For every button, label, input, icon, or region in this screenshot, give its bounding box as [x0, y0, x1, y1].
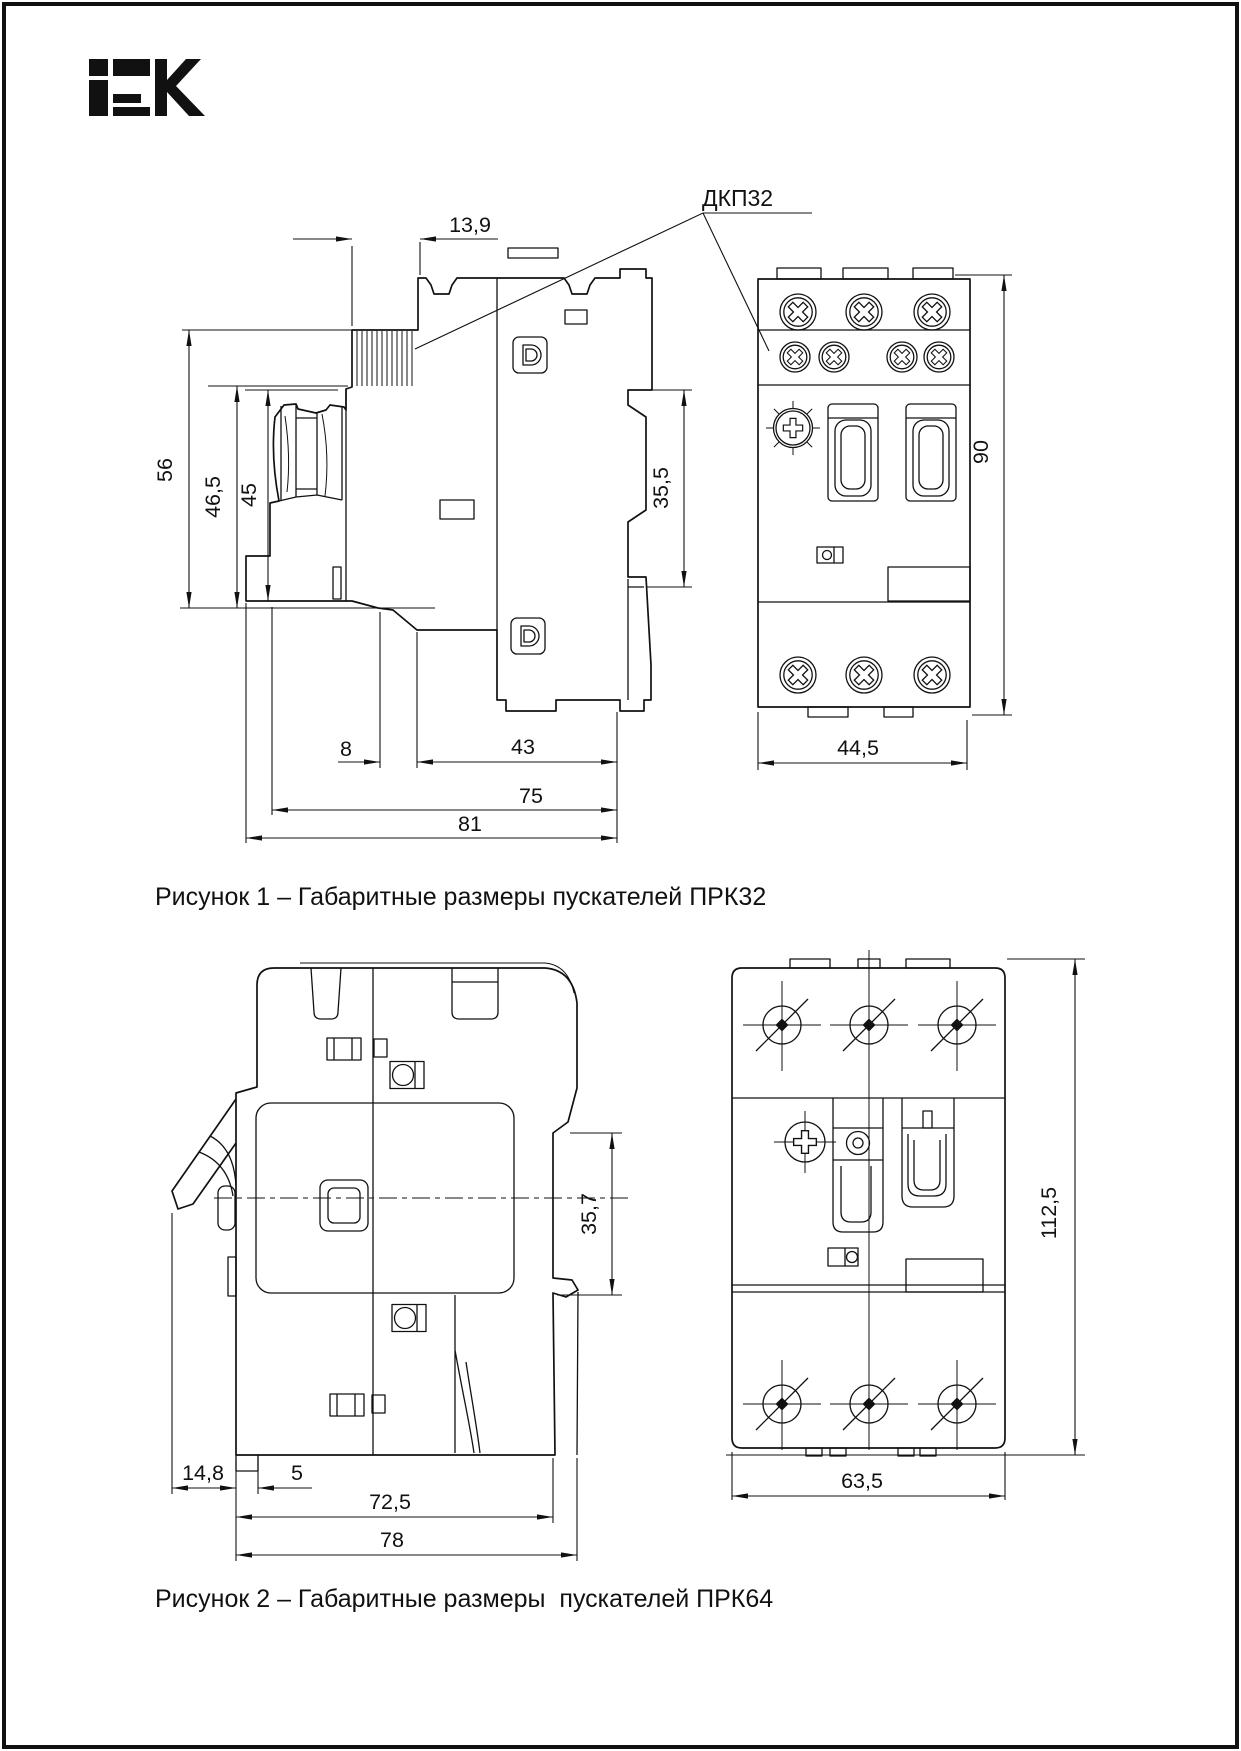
figure1-side-view: [153, 213, 692, 843]
dim-width-top: [293, 213, 498, 326]
iek-logo: [89, 59, 205, 116]
figure1-caption: Рисунок 1 – Габаритные размеры пускателей ПРК32: [155, 883, 767, 911]
dim-label-height-total: 56: [153, 458, 177, 482]
dim-label-depth-total-2: 78: [380, 1528, 404, 1552]
vent-slot: [327, 1038, 361, 1060]
side-slot-mid: [440, 500, 474, 519]
terminal-screw: [743, 981, 821, 1071]
aux-contact-upper: [513, 337, 547, 373]
start-button: [828, 404, 878, 501]
aux-screw: [780, 342, 810, 372]
dim-label-front-width-2: 63,5: [841, 1469, 883, 1493]
start-button: [833, 1098, 883, 1232]
dim-label-height-cover: 46,5: [201, 476, 225, 518]
terminal-screw: [743, 1360, 821, 1450]
dim-front-height-2: [1007, 959, 1085, 1455]
adjustment-knob: [279, 404, 342, 501]
figure2-caption: Рисунок 2 – Габаритные размеры пускателей ПРК64: [155, 1585, 774, 1613]
dim-label-depth-rear: 43: [511, 735, 535, 759]
part-label: ДКП32: [702, 185, 774, 211]
operating-lever: [172, 1099, 236, 1296]
dim-label-front-height: 90: [969, 440, 993, 464]
din-clip-inner: [628, 579, 644, 700]
figure2-side-view: [172, 963, 632, 1561]
part-callout: [415, 185, 812, 351]
prk64-side-outline: [236, 968, 578, 1455]
label-window: [906, 1259, 983, 1292]
dim-heights-left: [153, 330, 435, 608]
stop-button: [906, 404, 956, 501]
dim-label-din-height-2: 35,7: [577, 1193, 601, 1235]
dim-label-height-knob: 45: [237, 483, 261, 507]
base-rib: [333, 567, 341, 599]
dim-din-height-2: [557, 1133, 622, 1295]
dim-label-depth-body-2: 72,5: [369, 1490, 411, 1514]
top-slot-1: [311, 968, 341, 1019]
label-window: [888, 567, 970, 601]
terminal-screw: [918, 1360, 996, 1450]
dim-label-width-top: 13,9: [449, 213, 491, 237]
pivot-detail: [390, 1062, 424, 1089]
state-indicator: [828, 1248, 858, 1266]
pivot-detail: [392, 1305, 426, 1332]
terminal-screw: [846, 657, 882, 693]
dim-label-depth-body: 75: [519, 784, 543, 808]
small-square: [374, 1039, 387, 1057]
ribbed-block-hatch: [357, 331, 412, 386]
terminal-screw: [914, 294, 950, 330]
dim-depths-bottom-2: [172, 1213, 577, 1561]
page-border: [4, 4, 1237, 1747]
aux-screw: [887, 342, 917, 372]
dim-label-front-offset: 5: [291, 1461, 303, 1485]
dim-label-front-height-2: 112,5: [1037, 1186, 1061, 1240]
current-adjust-dial: [766, 401, 820, 455]
side-slot-small: [565, 310, 587, 324]
top-slot-2: [452, 968, 498, 1019]
stop-button: [902, 1098, 954, 1207]
figure2-front-view: [726, 950, 1085, 1500]
terminal-screw: [780, 657, 816, 693]
terminal-screw: [846, 294, 882, 330]
dim-label-lever-offset: 14,8: [182, 1461, 224, 1485]
terminal-screw: [830, 1360, 908, 1450]
aux-screw: [819, 342, 849, 372]
center-button: [320, 1180, 368, 1231]
dim-din-height: [646, 390, 692, 587]
figure1-front-view: [758, 268, 1012, 770]
dim-depths-bottom: [246, 603, 617, 843]
vent-slot: [330, 1394, 364, 1416]
dim-label-din-height: 35,5: [649, 467, 673, 509]
dim-label-depth-total: 81: [458, 812, 482, 836]
dim-front-width-2: [732, 1452, 1005, 1500]
current-adjust-screw: [774, 1111, 836, 1173]
aux-screw: [924, 342, 954, 372]
small-square: [372, 1395, 385, 1413]
terminal-screw: [830, 981, 908, 1071]
prk32-side-outline: [246, 269, 652, 711]
state-indicator: [817, 547, 843, 563]
terminal-screw: [918, 981, 996, 1071]
terminal-screw: [780, 294, 816, 330]
aux-contact-lower: [511, 618, 545, 654]
terminal-bar: [508, 248, 558, 258]
din-release-clip: [455, 1295, 480, 1453]
dim-front-height: [955, 275, 1012, 715]
dim-label-offset-bottom: 8: [340, 737, 352, 761]
terminal-screw: [914, 657, 950, 693]
dim-label-front-width: 44,5: [837, 736, 879, 760]
dim-front-width: [758, 712, 967, 770]
